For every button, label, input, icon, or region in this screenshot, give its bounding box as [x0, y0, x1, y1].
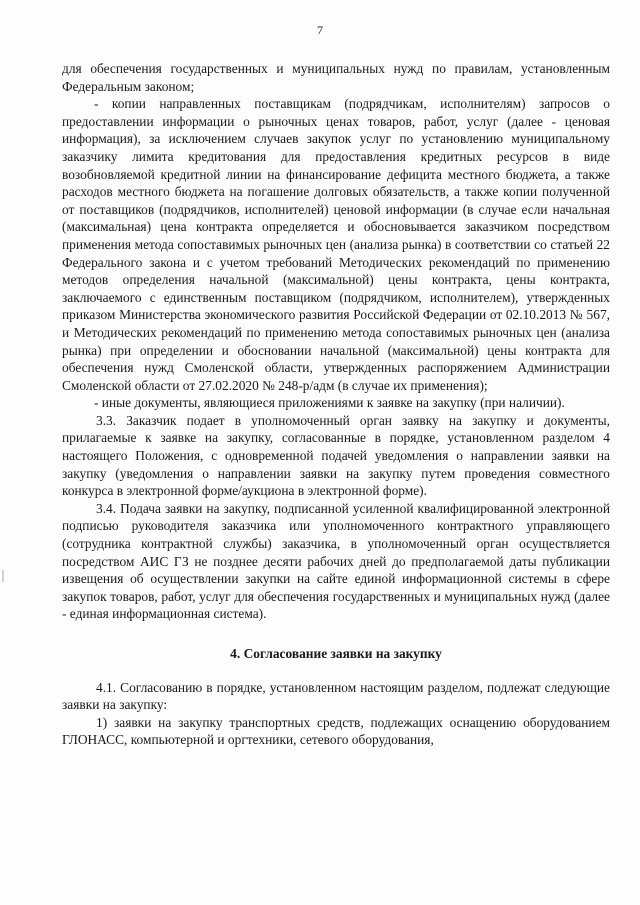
paragraph-continuation: для обеспечения государственных и муниципальных нужд по правилам, установленным Федеральным законом;	[62, 61, 610, 94]
paragraph-4-1-item-1: 1) заявки на закупку транспортных средств, подлежащих оснащению оборудованием ГЛОНАСС, компьютерной и оргтехники, сетевого оборудования,	[62, 714, 610, 748]
paragraph-3-3: 3.3. Заказчик подает в уполномоченный орган заявку на закупку и документы, прилагаемые к заявке на закупку, согласованные в порядке, установленном разделом 4 настоящего Положения, с одновременной подачей уведомления о направлении заявки на закупку (уведомления о направлении заявки на закупку путем проведения совместного конкурса в электронной форме/аукциона в электронной форме).	[62, 412, 610, 499]
paragraph-4-1: 4.1. Согласованию в порядке, установленном настоящим разделом, подлежат следующие заявки на закупку:	[62, 679, 610, 713]
page-number: 7	[317, 23, 323, 37]
scan-artifact	[2, 570, 4, 582]
paragraph-3-4: 3.4. Подача заявки на закупку, подписанной усиленной квалифицированной электронной подписью руководителя заказчика или уполномоченного контрактного управляющего (сотрудника контрактной службы) заказчика, в уполномоченный орган осуществляется посредством АИС ГЗ не позднее десяти рабочих дней до предполагаемой даты публикации извещения об осуществлении закупки на сайте единой информационной системы в сфере закупок товаров, работ, услуг для обеспечения государственных и муниципальных нужд (далее - единая информационная система).	[62, 500, 610, 622]
list-item-price-info-copies: - копии направленных поставщикам (подрядчикам, исполнителям) запросов о предоставлении информации о рыночных ценах товаров, работ, услуг (далее - ценовая информация), за исключением случаев закупок услуг по установлению муниципальному заказчику лимита кредитования для предоставления кредитных ресурсов в виде возобновляемой кредитной линии на финансирование дефицита местного бюджета, а также расходов местного бюджета на погашение долговых обязательств, а также копии полученной от поставщиков (подрядчиков, исполнителей) ценовой информации (в случае если начальная (максимальная) цена контракта определяется и обосновывается заказчиком посредством применения метода сопоставимых рыночных цен (анализа рынка) в соответствии со статьей 22 Федерального закона и с учетом требований Методических рекомендаций по применению методов определения начальной (максимальной) цены контракта, цены контракта, заключаемого с единственным поставщиком (подрядчиком, исполнителем), утвержденных приказом Министерства экономического развития Российской Федерации от 02.10.2013 № 567, и Методических рекомендаций по применению метода сопоставимых рыночных цен (анализа рынка) при определении и обосновании начальной (максимальной) цены контракта для обеспечения нужд Смоленской области, утвержденных распоряжением Администрации Смоленской области от 27.02.2020 № 248-р/адм (в случае их применения);	[62, 96, 610, 393]
document-body	[62, 60, 610, 749]
list-item-other-documents: - иные документы, являющиеся приложениями к заявке на закупку (при наличии).	[94, 395, 565, 411]
section-heading: 4. Согласование заявки на закупку	[230, 646, 442, 661]
